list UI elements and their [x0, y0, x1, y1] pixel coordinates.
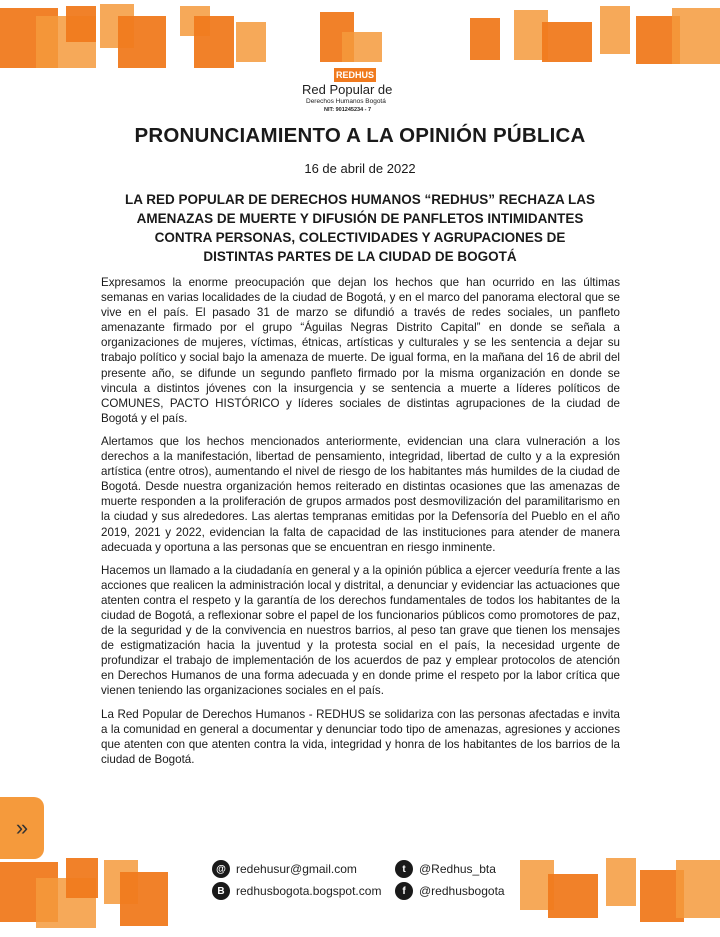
email-text: redehusur@gmail.com — [236, 862, 357, 876]
paragraph: Expresamos la enorme preocupación que dejan los hechos que han ocurrido en las últimas semanas en varias localidades de la ciudad de Bogotá, y en el marco del panorama electoral que se vive en el país. El pasado 31 de marzo se difundió a través de redes sociales, un panfleto amenazante firmado por el grupo “Águilas Negras Distrito Capital” en donde se señala a organizaciones de mujeres, víctimas, étnicas, artísticas y culturales y se les sentencia a dejar su trabajo político y social bajo la amenaza de muerte. De igual forma, en la mañana del 16 de abril del presente año, se difunde un segundo panfleto firmado por la misma organización en donde se vincula a distintos jóvenes con la insurgencia y se sentencia a muerte a líderes políticos de COMUNES, PACTO HISTÓRICO y líderes sociales de distintas agrupaciones de la ciudad de Bogotá y el país. — [101, 276, 620, 425]
document-date: 16 de abril de 2022 — [304, 161, 416, 176]
decor-square — [600, 6, 630, 54]
blogger-icon: B — [212, 882, 230, 900]
subtitle-line: CONTRA PERSONAS, COLECTIVIDADES Y AGRUPACIONES DE — [154, 230, 566, 245]
paragraph: La Red Popular de Derechos Humanos - REDHUS se solidariza con las personas afectadas e invita a la comunidad en general a documentar y denunciar todo tipo de amenazas, agresiones y acciones que atenten con que atenten contra la vida, integridad y honra de los habitantes de los barrios de la ciudad de Bogotá. — [101, 707, 620, 766]
twitter-icon: t — [395, 860, 413, 878]
contact-blog[interactable] — [212, 882, 381, 900]
document-body — [101, 275, 620, 775]
subtitle-line: DISTINTAS PARTES DE LA CIUDAD DE BOGOTÁ — [203, 249, 517, 264]
decor-square — [66, 858, 98, 898]
decor-square — [236, 22, 266, 62]
logo-badge: REDHUS — [335, 70, 374, 80]
logo-name: Red Popular de — [302, 82, 393, 97]
logo — [298, 8, 418, 120]
subtitle-line: AMENAZAS DE MUERTE Y DIFUSIÓN DE PANFLETOS INTIMIDANTES — [136, 211, 584, 226]
paragraph: Hacemos un llamado a la ciudadanía en general y a la opinión pública a ejercer veeduría frente a las acciones que realicen la administración local y distrital, a denunciar y evidenciar las actuaciones que atenten contra el respeto y la garantía de los derechos fundamentales de todos los habitantes de la ciudad de Bogotá, a reflexionar sobre el papel de los funcionarios públicos como promotores de paz, de la seguridad y de la convivencia en nuestros barrios, al peso tan grave que tienen los mensajes de estigmatización hacia la juventud y la protesta social en el país, la necesidad urgente de profundizar el trabajo de implementación de los acuerdos de paz y emplear protocolos de atención en Derechos Humanos de una forma adecuada y en donde prime el respeto por la labor crítica que vienen teniendo las organizaciones sociales en el país. — [101, 563, 620, 698]
decor-square — [66, 6, 96, 42]
facebook-text: @redhusbogota — [419, 884, 505, 898]
decor-square — [672, 8, 720, 64]
logo-nit: NIT: 901245234 - 7 — [324, 107, 372, 113]
paragraph: Alertamos que los hechos mencionados anteriormente, evidencian una clara vulneración a los derechos a la manifestación, libertad de pensamiento, integridad, libertad de culto y a la expresión artística (entre otros), aumentando el nivel de riesgo de los habitantes más humildes de la ciudad de Bogotá. Desde nuestra organización hemos reiterado en distintas ocasiones que las amenazas de muerte responden a la proliferación de grupos armados post desmovilización del paramilitarismo en la ciudad y sus alrededores. Las alertas tempranas emitidas por la Defensoría del Pueblo en el año 2019, 2021 y 2022, evidencian la falta de capacidad de las instituciones para atender de manera adecuada y oportuna a las personas que se encuentran en riesgo inminente. — [101, 434, 620, 554]
twitter-text: @Redhus_bta — [419, 862, 496, 876]
blog-text: redhusbogota.bogspot.com — [236, 884, 382, 898]
contact-email[interactable] — [212, 860, 357, 878]
decor-square — [118, 16, 166, 68]
decor-square — [470, 18, 500, 60]
facebook-icon: f — [395, 882, 413, 900]
decor-square — [606, 858, 636, 906]
mail-icon: @ — [212, 860, 230, 878]
expand-tab-button[interactable]: » — [0, 797, 44, 859]
subtitle-line: LA RED POPULAR DE DERECHOS HUMANOS “REDHUS” RECHAZA LAS — [124, 192, 596, 207]
contact-twitter[interactable] — [395, 860, 496, 878]
logo-subtitle: Derechos Humanos Bogotá — [306, 98, 386, 105]
decor-square — [542, 22, 592, 62]
page-title: PRONUNCIAMIENTO A LA OPINIÓN PÚBLICA — [134, 124, 586, 147]
decor-square — [548, 874, 598, 918]
contact-facebook[interactable] — [395, 882, 505, 900]
decor-square — [194, 16, 234, 68]
decor-square — [676, 860, 720, 918]
document-subtitle — [90, 190, 630, 266]
decor-square — [120, 872, 168, 926]
